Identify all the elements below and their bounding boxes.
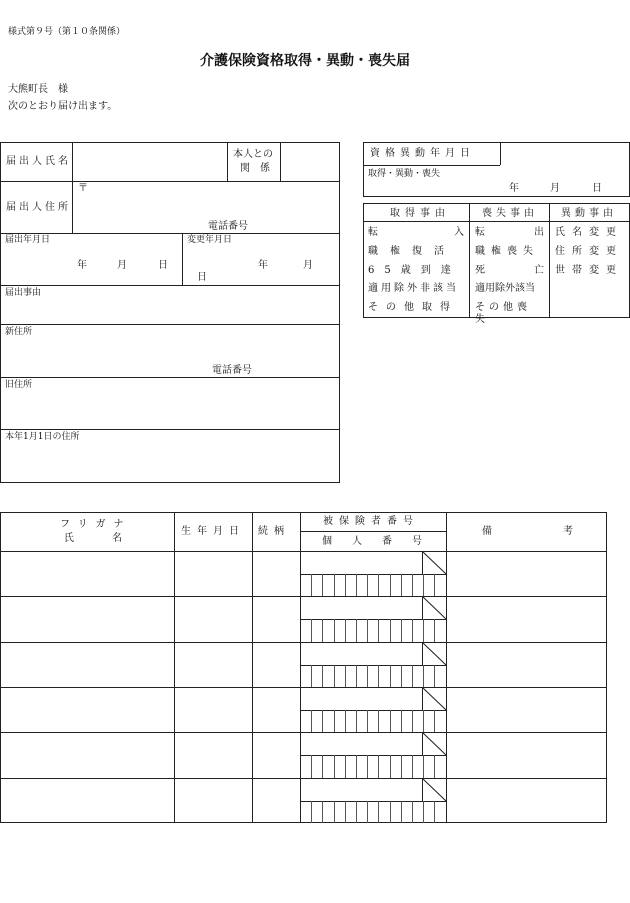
diagonal-slash: [422, 596, 446, 619]
filing-year: 年: [77, 260, 87, 271]
birthdate-cell[interactable]: [175, 733, 251, 776]
acquire-item[interactable]: その他取得: [368, 302, 458, 313]
birthdate-cell[interactable]: [175, 688, 251, 731]
qualification-year: 年: [509, 183, 519, 194]
form-number: 様式第９号（第１０条関係）: [8, 27, 126, 37]
change-date-label: 変更年月日: [187, 235, 233, 245]
loss-item[interactable]: 転 出: [475, 227, 544, 238]
reason-field[interactable]: [1, 300, 339, 324]
category-label: 取得・異動・喪失: [368, 169, 441, 179]
change-item[interactable]: 世帯変更: [555, 265, 623, 276]
name-cell[interactable]: [1, 643, 173, 686]
jan1-address-label: 本年1月1日の住所: [5, 432, 80, 442]
addressee: 大熊町長 様: [8, 84, 68, 95]
phone-label: 電話番号: [208, 221, 248, 232]
individual-number-cell[interactable]: [301, 802, 445, 822]
individual-number-cell[interactable]: [301, 666, 445, 686]
jan1-address-field[interactable]: [1, 444, 339, 482]
qualification-date-label: 資格異動年月日: [370, 148, 475, 159]
loss-item[interactable]: 職権喪失: [475, 246, 539, 257]
loss-item[interactable]: その他喪失: [475, 302, 531, 325]
filing-month: 月: [117, 260, 127, 271]
change-month: 月: [303, 260, 313, 271]
remarks-cell[interactable]: [447, 779, 606, 822]
new-address-field[interactable]: [1, 339, 339, 376]
insured-number-header: 被保険者番号: [323, 516, 419, 527]
change-item[interactable]: 氏名変更: [555, 227, 623, 238]
relation-cell[interactable]: [253, 733, 299, 776]
old-address-field[interactable]: [1, 392, 339, 428]
new-address-label: 新住所: [5, 327, 33, 337]
remarks-cell[interactable]: [447, 643, 606, 686]
name-cell[interactable]: [1, 779, 173, 822]
diagonal-slash: [422, 778, 446, 801]
name-cell[interactable]: [1, 552, 173, 595]
birthdate-header: 生年月日: [181, 526, 245, 537]
insured-number-cell[interactable]: [301, 552, 421, 573]
qualification-month: 月: [550, 183, 560, 194]
remarks-cell[interactable]: [447, 597, 606, 640]
individual-number-header: 個人番号: [322, 536, 442, 547]
qualification-day: 日: [592, 183, 602, 194]
old-address-label: 旧住所: [5, 380, 33, 390]
loss-header: 喪失事由: [482, 208, 538, 219]
remarks-header-1: 備: [482, 526, 492, 537]
relation-header: 続柄: [258, 526, 290, 537]
change-item[interactable]: 住所変更: [555, 246, 623, 257]
furigana-header: フリガナ: [60, 519, 132, 530]
birthdate-cell[interactable]: [175, 552, 251, 595]
change-day: 日: [197, 272, 207, 283]
acquire-item[interactable]: 転 入: [368, 227, 464, 238]
diagonal-slash: [422, 732, 446, 755]
insured-number-cell[interactable]: [301, 733, 421, 754]
new-address-phone-label: 電話番号: [212, 365, 252, 376]
remarks-cell[interactable]: [447, 688, 606, 731]
relation-cell[interactable]: [253, 688, 299, 731]
name-cell[interactable]: [1, 688, 173, 731]
acquire-item[interactable]: 職権復活: [368, 246, 456, 257]
individual-number-cell[interactable]: [301, 575, 445, 595]
relation-cell[interactable]: [253, 643, 299, 686]
change-year: 年: [258, 260, 268, 271]
applicant-address-label: 届出人住所: [6, 202, 71, 213]
page-title: 介護保険資格取得・異動・喪失届: [200, 53, 410, 69]
filing-day: 日: [158, 260, 168, 271]
change-header: 異動事由: [561, 208, 617, 219]
insured-number-cell[interactable]: [301, 779, 421, 800]
filing-date-label: 届出年月日: [5, 235, 51, 245]
relation-cell[interactable]: [253, 779, 299, 822]
acquire-header: 取得事由: [390, 208, 450, 219]
intro-text: 次のとおり届け出ます。: [8, 101, 118, 112]
loss-item[interactable]: 死 亡: [475, 265, 544, 276]
remarks-header-2: 考: [563, 526, 573, 537]
relationship-label-2: 関 係: [240, 163, 270, 174]
applicant-name-field[interactable]: [73, 143, 227, 180]
name-cell[interactable]: [1, 597, 173, 640]
name-header: 氏 名: [64, 533, 128, 544]
birthdate-cell[interactable]: [175, 643, 251, 686]
remarks-cell[interactable]: [447, 552, 606, 595]
birthdate-cell[interactable]: [175, 779, 251, 822]
applicant-name-label: 届出人氏名: [6, 156, 71, 167]
individual-number-cell[interactable]: [301, 756, 445, 777]
acquire-item[interactable]: 65歳到達: [368, 265, 461, 276]
remarks-cell[interactable]: [447, 733, 606, 776]
diagonal-slash: [422, 551, 446, 574]
name-cell[interactable]: [1, 733, 173, 776]
relationship-label-1: 本人との: [233, 149, 273, 160]
birthdate-cell[interactable]: [175, 597, 251, 640]
applicant-address-field[interactable]: [73, 182, 339, 232]
individual-number-cell[interactable]: [301, 711, 445, 731]
acquire-item[interactable]: 適用除外非該当: [368, 283, 459, 294]
insured-number-cell[interactable]: [301, 688, 421, 709]
diagonal-slash: [422, 687, 446, 710]
relationship-field[interactable]: [281, 143, 339, 180]
diagonal-slash: [422, 642, 446, 665]
relation-cell[interactable]: [253, 597, 299, 640]
relation-cell[interactable]: [253, 552, 299, 595]
postal-mark: 〒: [78, 183, 88, 194]
insured-number-cell[interactable]: [301, 643, 421, 664]
loss-item[interactable]: 適用除外該当: [475, 283, 535, 294]
individual-number-cell[interactable]: [301, 620, 445, 641]
reason-label: 届出事由: [5, 288, 42, 298]
insured-number-cell[interactable]: [301, 597, 421, 618]
